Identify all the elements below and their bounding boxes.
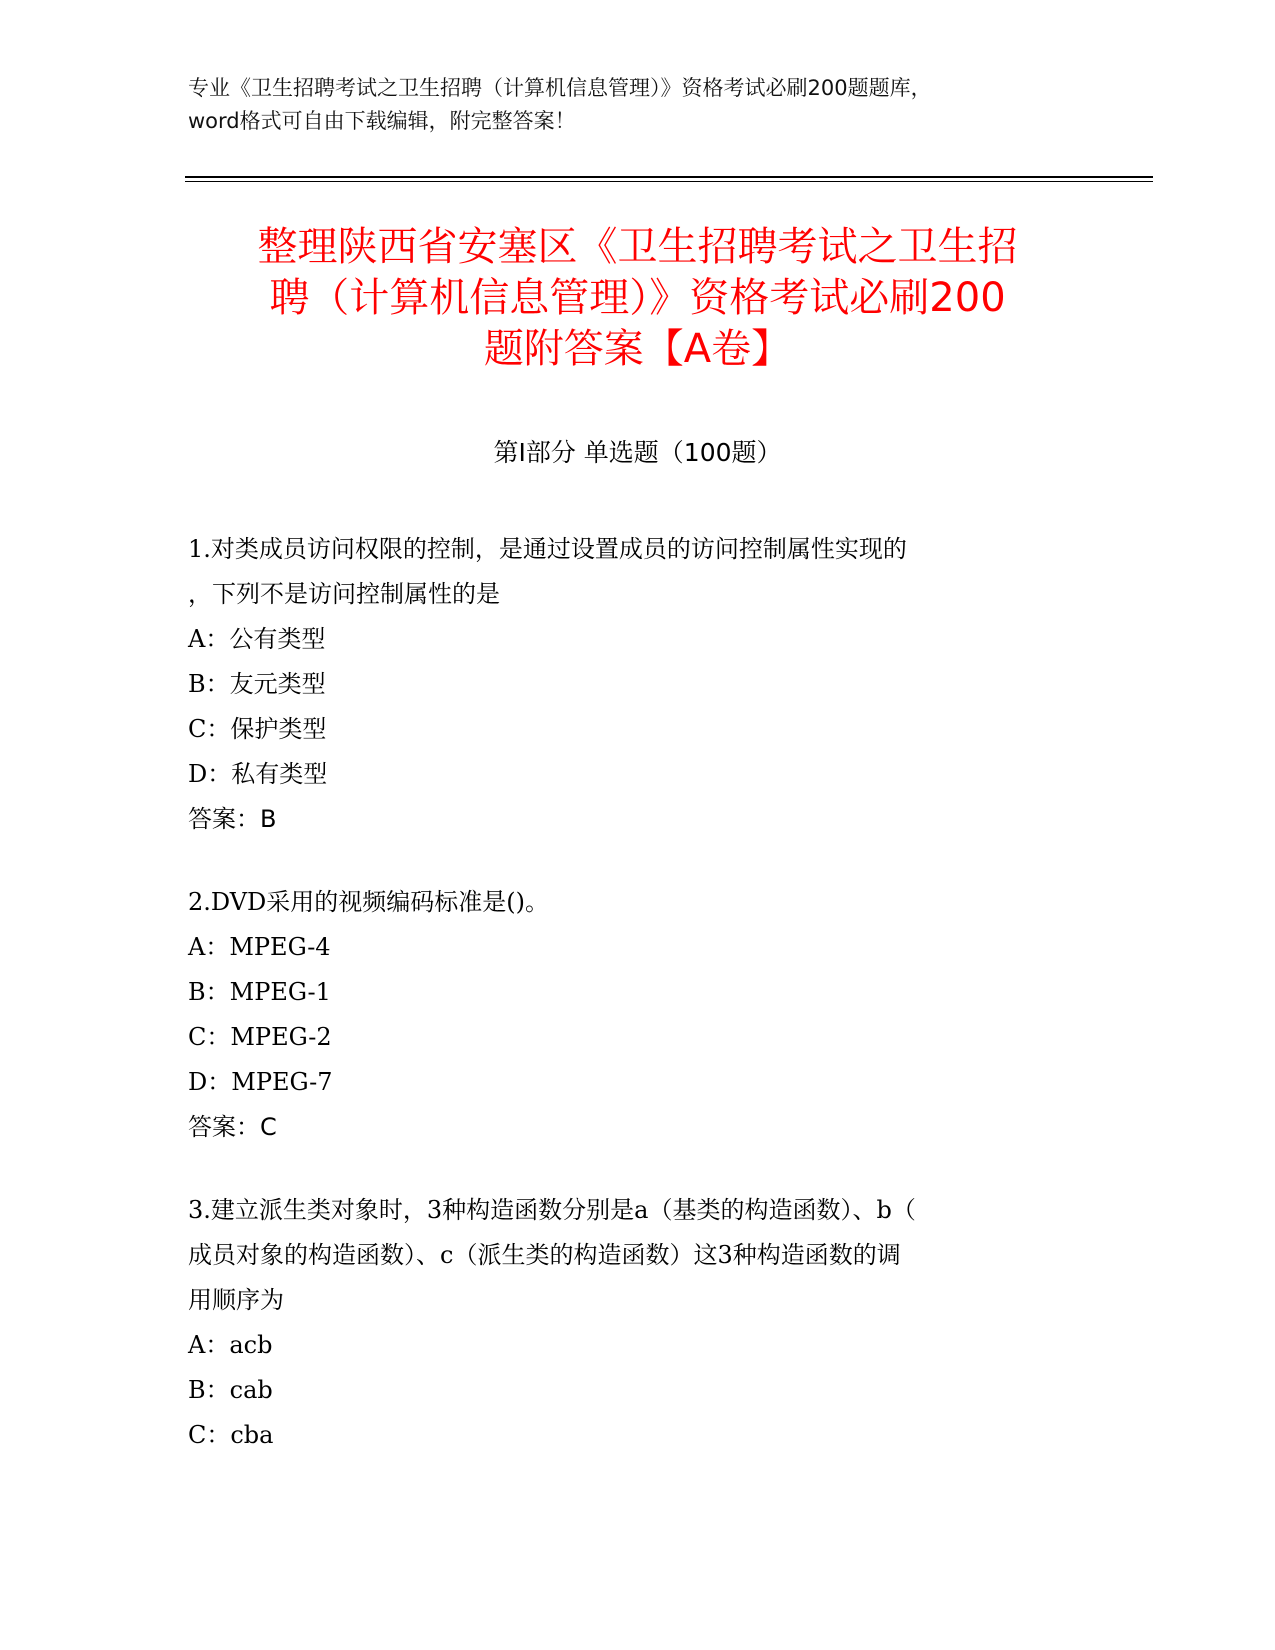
question-3 xyxy=(188,1188,1088,1458)
title-line-3: 题附答案【A卷】 xyxy=(483,326,792,372)
option-b: B：友元类型 xyxy=(188,670,326,698)
question-text-line: 2.DVD采用的视频编码标准是()。 xyxy=(188,888,550,916)
question-text-line: 3.建立派生类对象时，3种构造函数分别是a（基类的构造函数）、b（ xyxy=(188,1196,916,1224)
option-c: C：cba xyxy=(188,1421,274,1449)
question-text-line: 成员对象的构造函数）、c（派生类的构造函数）这3种构造函数的调 xyxy=(188,1241,901,1269)
answer: 答案：C xyxy=(188,1113,277,1141)
document-title xyxy=(150,222,1125,375)
question-text-line: 1.对类成员访问权限的控制，是通过设置成员的访问控制属性实现的 xyxy=(188,535,907,563)
option-a: A：公有类型 xyxy=(188,625,326,653)
question-text-line: ，下列不是访问控制属性的是 xyxy=(188,580,500,608)
header-line-1: 专业《卫生招聘考试之卫生招聘（计算机信息管理）》资格考试必刷200题题库， xyxy=(188,76,932,100)
option-a: A：acb xyxy=(188,1331,273,1359)
option-b: B：cab xyxy=(188,1376,273,1404)
header-line-2: word格式可自由下载编辑，附完整答案！ xyxy=(188,109,576,133)
question-2 xyxy=(188,880,1088,1150)
title-line-1: 整理陕西省安塞区《卫生招聘考试之卫生招 xyxy=(257,224,1018,270)
question-text-line: 用顺序为 xyxy=(188,1286,284,1314)
option-c: C：MPEG-2 xyxy=(188,1023,332,1051)
answer: 答案：B xyxy=(188,805,277,833)
section-heading: 第Ⅰ部分 单选题（100题） xyxy=(493,438,782,467)
question-1 xyxy=(188,527,1088,842)
header-note xyxy=(188,72,1088,138)
option-a: A：MPEG-4 xyxy=(188,933,331,961)
option-d: D：私有类型 xyxy=(188,760,328,788)
question-list xyxy=(188,527,1088,1496)
option-d: D：MPEG-7 xyxy=(188,1068,333,1096)
header-divider-thick xyxy=(185,176,1153,178)
header-divider-thin xyxy=(185,181,1153,182)
option-c: C：保护类型 xyxy=(188,715,327,743)
title-line-2: 聘（计算机信息管理）》资格考试必刷200 xyxy=(269,275,1006,321)
option-b: B：MPEG-1 xyxy=(188,978,331,1006)
